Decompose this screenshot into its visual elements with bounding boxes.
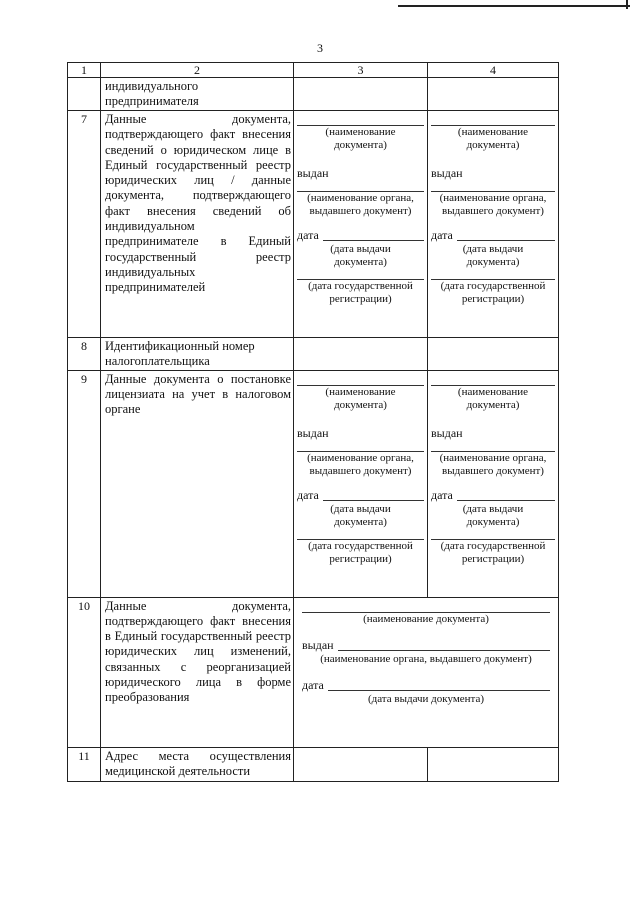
row-description: Адрес места осуществления медицинской деятельности — [101, 747, 294, 781]
header-col-3: 3 — [294, 63, 428, 78]
issued-label: выдан — [431, 425, 463, 440]
doc-name-caption: (наименование документа) — [325, 385, 396, 411]
doc-name-caption: (наименование документа) — [325, 126, 396, 151]
row-number — [68, 78, 101, 111]
date-field[interactable]: дата — [302, 678, 550, 693]
issued-label: выдан — [431, 166, 463, 180]
issue-date-caption: (дата выдачи документа) — [462, 502, 524, 528]
row-number: 11 — [68, 747, 101, 781]
reg-date-caption: (дата государственной регистрации) — [440, 539, 546, 565]
row-field-col3 — [294, 78, 428, 111]
reg-date-caption: (дата государственной регистрации) — [308, 280, 413, 305]
table-row — [68, 370, 559, 597]
table-row — [68, 338, 559, 371]
header-col-1: 1 — [68, 63, 101, 78]
row-field-col4 — [428, 78, 559, 111]
organ-caption: (наименование органа, выдавшего документ) — [307, 451, 414, 477]
reg-date-caption: (дата государственной регистрации) — [440, 280, 546, 305]
header-row — [68, 63, 559, 78]
date-field[interactable]: дата — [297, 488, 424, 503]
row-field-col3[interactable] — [294, 338, 428, 371]
row-description: Данные документа, подтверждающего факт внесения сведений о юридическом лице в Единый государственный реестр юридических лиц / данные документа, подтверждающего факт внесения сведений об индивидуальном предпринимателе в Единый государственный реестр индивидуальных предпринимателей — [101, 111, 294, 338]
reg-date-caption: (дата государственной регистрации) — [308, 539, 413, 565]
organ-caption: (наименование органа, выдавшего документ) — [307, 192, 414, 217]
issue-date-caption: (дата выдачи документа) — [367, 692, 485, 705]
doc-name-caption: (наименование документа) — [457, 385, 529, 411]
issue-date-caption: (дата выдачи документа) — [330, 243, 391, 268]
row-field-col3 — [294, 370, 428, 597]
row-number: 8 — [68, 338, 101, 371]
header-col-4: 4 — [428, 63, 559, 78]
row-field-col3 — [294, 111, 428, 338]
row-field-col4 — [428, 370, 559, 597]
date-field[interactable]: дата — [431, 228, 555, 243]
header-col-2: 2 — [101, 63, 294, 78]
row-field-col3[interactable] — [294, 747, 428, 781]
issue-date-caption: (дата выдачи документа) — [330, 502, 391, 528]
date-field[interactable]: дата — [431, 488, 555, 503]
organ-caption: (наименование органа, выдавшего документ) — [439, 192, 547, 217]
row-description: Данные документа о постановке лицензиата на учет в налоговом органе — [101, 370, 294, 597]
issued-label: выдан — [297, 166, 329, 180]
issued-field[interactable]: выдан — [302, 638, 550, 653]
row-description: Идентификационный номер налогоплательщика — [101, 338, 294, 371]
main-table — [67, 62, 559, 782]
issued-label: выдан — [297, 425, 329, 440]
row-number: 10 — [68, 597, 101, 747]
organ-caption: (наименование органа, выдавшего документ) — [320, 652, 532, 665]
page-number: 3 — [317, 41, 323, 55]
organ-caption: (наименование органа, выдавшего документ) — [439, 451, 547, 477]
top-edge-mark — [626, 0, 628, 9]
row-field-col4[interactable] — [428, 338, 559, 371]
row-number: 7 — [68, 111, 101, 338]
table-row — [68, 78, 559, 111]
table-row — [68, 747, 559, 781]
doc-name-caption: (наименование документа) — [363, 612, 489, 625]
table-row — [68, 597, 559, 747]
date-field[interactable]: дата — [297, 228, 424, 243]
table-row — [68, 111, 559, 338]
row-description: Данные документа, подтверждающего факт внесения в Единый государственный реестр юридических лиц изменений, связанных с реорганизацией юридического лица в форме преобразования — [101, 597, 294, 747]
row-field-merged — [294, 597, 559, 747]
row-number: 9 — [68, 370, 101, 597]
row-field-col4 — [428, 111, 559, 338]
row-field-col4[interactable] — [428, 747, 559, 781]
top-edge-line — [398, 5, 630, 7]
issue-date-caption: (дата выдачи документа) — [462, 243, 524, 268]
row-description: индивидуального предпринимателя — [101, 78, 294, 111]
doc-name-caption: (наименование документа) — [457, 126, 529, 151]
